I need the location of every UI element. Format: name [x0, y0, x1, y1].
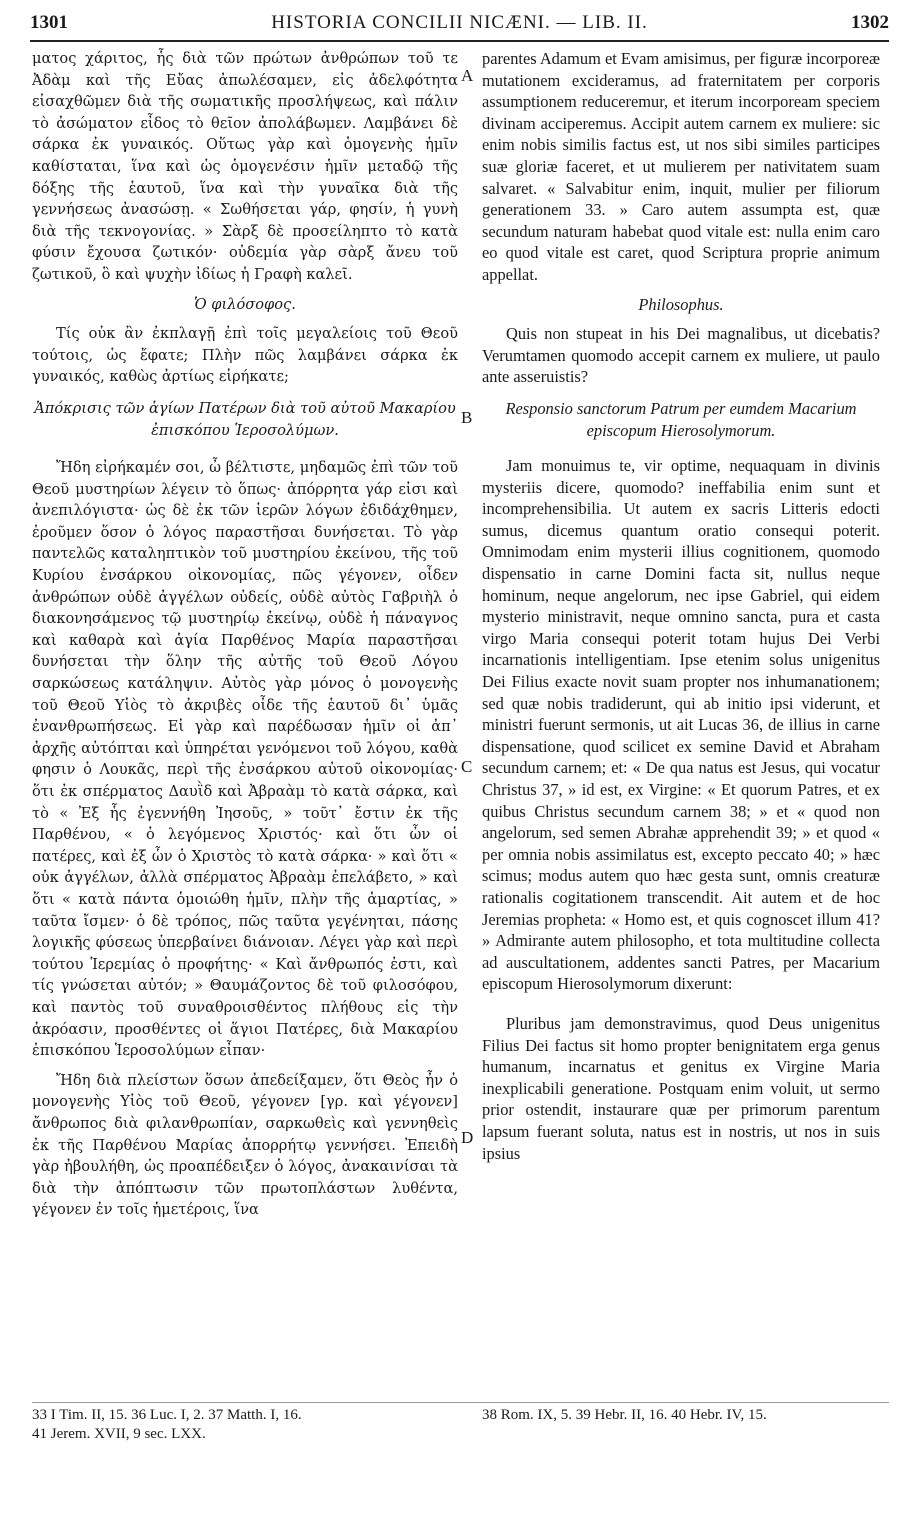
latin-paragraph-1: parentes Adamum et Evam amisimus, per figuræ incorporeæ mutationem excideramus, ad fraternitatem per corporis assumptionem reduceremur, et iterum incorpoream speciem divinam acciperemus. Accipit autem carnem ex muliere: sic enim nobis similis factus est, ut nos sibi similes participes suæ gloriæ faceret, et ut mulierem per nativitatem suam salvaret. « Salvabitur enim, inquit, mulier per filiorum generationem 33. » Caro autem assumpta est, quæ secundum naturam habebat quod vitale est: nulla enim caro eo quod vitale est caret, quod Scriptura proprie animum appellat.: [482, 49, 880, 284]
greek-heading-philosopher: Ὁ φιλόσοφος.: [194, 295, 296, 313]
running-title: HISTORIA CONCILII NICÆNI. — LIB. II.: [271, 12, 648, 33]
latin-paragraph-3: Jam monuimus te, vir optime, nequaquam in divinis mysteriis dicere, quomodo? ineffabilia enim sunt et incomprehensibilia. Ut autem ex sacris Litteris edocti sumus, dicemus quantum oratio consequi poterit. Omnimodam enim mysterii illius cognitionem, quomodo dispensatio in carne Domini facta sit, nullus neque hominum, neque angelorum, nec ipse Gabriel, qui eidem mysterio ministravit, neque omnino sancta, pura et casta virgo Maria consequi poterit totam hujus Dei Verbi incarnationis intelligentiam. Ipse etenim solus unigenitus Dei Filius exacte novit suam propter nos inhumanationem; sed quæ nobis tradiderunt, qui ab initio ipsi viderunt, et ministri fuerunt sermonis, ut ait Lucas 36, de illius in carne dispensatione, quod scilicet ex semine David et Abraham secundum carnem; et: « De qua natus est Jesus, qui vocatur Christus 37, » id est, ex Virgine: « Et quorum Patres, et ex quibus Christus secundum carnem 38; » et « quod non angelorum, sed semen Abrahæ apprehendit 39; » et quod « per omnia nobis assimilatus est, excepto peccato 40; » hæc scimus; modus autem quo hæc gesta sunt, omnis creaturæ rationalis cogitationem transcendit. Ait autem et de hoc Jeremias propheta: « Homo est, et quis cognoscet illum 41? » Admirante autem philosopho, et tota multitudine collecta ad auscultationem, addentes sancti Patres, per Macarium episcopum Hierosolymorum dixerunt:: [482, 456, 880, 994]
greek-column: [32, 48, 458, 1221]
footnotes-right: 38 Rom. IX, 5. 39 Hebr. II, 16. 40 Hebr. IV, 15.: [482, 1407, 767, 1423]
greek-paragraph-3: Ἤδη εἰρήκαμέν σοι, ὦ βέλτιστε, μηδαμῶς ἐπὶ τῶν τοῦ Θεοῦ μυστηρίων λέγειν τὸ ὅπως· ἀπόρρητα γάρ εἰσι καὶ ἀνεπιλόγιστα· ὡς δὲ ἐκ τῶν ἱερῶν λόγων ἐδιδάχθημεν, ἐροῦμεν ὅσον ὁ λόγος παραστῆσαι δυνήσεται. Τὸ γὰρ παντελῶς καταληπτικὸν τοῦ μυστηρίου ἐκείνου, τῆς τοῦ Κυρίου ἐνσάρκου οἰκονομίας, πῶς γέγονεν, οἶδεν ἀνθρώπων οὐδὲ ἀγγέλων οὐδείς, οὐδὲ αὐτὸς Γαβριὴλ ὁ διακονησάμενος τῷ μυστηρίῳ ἐκείνῳ, οὐδὲ ἡ πάναγνος καὶ καθαρὰ καὶ ἁγία Παρθένος Μαρία παραστῆσαι δυνήσεται τὴν ὅλην τῆς αὐτῆς τοῦ Θεοῦ Λόγου σαρκώσεως κατάληψιν. Αὐτὸς γὰρ μόνος ὁ μονογενὴς τοῦ Θεοῦ Υἱὸς τὸ ἀκριβὲς οἶδε τῆς ἑαυτοῦ δι᾽ ὑμᾶς ἐνανθρωπήσεως. Εἰ γὰρ καὶ παρέδωσαν ἡμῖν οἱ ἀπ᾽ ἀρχῆς αὐτόπται καὶ ὑπηρέται γενόμενοι τοῦ λόγου, καθὰ φησιν ὁ Λουκᾶς, περὶ τῆς ἐνσάρκου αὐτοῦ οἰκονομίας· ὅτι ἐκ σπέρματος Δαυῒδ καὶ Ἀβραὰμ τὸ κατὰ σάρκα, καὶ τὸ « Ἐξ ἧς ἐγεννήθη Ἰησοῦς, » τοῦτ᾽ ἔστιν ἐκ τῆς Παρθένου, « ὁ λεγόμενος Χριστός· καὶ ὅτι ὧν οἱ πατέρες, καὶ ἐξ ὧν ὁ Χριστὸς τὸ κατὰ σάρκα· » καὶ ὅτι « οὐκ ἀγγέλων, ἀλλὰ σπέρματος Ἀβραὰμ ἐπελάβετο, » καὶ ὅτι « κατὰ πάντα ὁμοιώθη ἡμῖν, πλὴν τῆς ἁμαρτίας, » ταῦτα ἴσμεν· ὁ δὲ τρόπος, πῶς ταῦτα γεγένηται, πάσης λογικῆς φύσεως ὑπερβαίνει διάνοιαν. Λέγει γὰρ καὶ περὶ τούτου Ἱερεμίας ὁ προφήτης· « Καὶ ἄνθρωπός ἐστι, καὶ τίς γνώσεται αὐτόν; » Θαυμάζοντος δὲ τοῦ φιλοσόφου, καὶ παντὸς τοῦ συναθροισθέντος πλήθους εἰς τὴν ἀκρόασιν, προσθέντες οἱ ἅγιοι Πατέρες, διὰ Μακαρίου ἐπισκόπου Ἱεροσολύμων εἶπαν·: [32, 459, 458, 1060]
latin-column: [482, 48, 880, 1164]
margin-marker-a: A: [461, 66, 474, 85]
greek-heading-response: Ἀπόκρισις τῶν ἁγίων Πατέρων διὰ τοῦ αὐτοῦ Μακαρίου ἐπισκόπου Ἱεροσολύμων.: [34, 399, 456, 439]
margin-marker-c: C: [461, 757, 473, 776]
page-number-right: 1302: [851, 12, 889, 33]
margin-marker-d: D: [461, 1128, 474, 1147]
greek-paragraph-1: ματος χάριτος, ἧς διὰ τῶν πρώτων ἀνθρώπων τοῦ τε Ἀδὰμ καὶ τῆς Εὔας ἀπωλέσαμεν, εἰς ἀδελφότητα εἰσαχθῶμεν διὰ τῆς σωματικῆς προσλήψεως, καὶ πάλιν τὸ ἀσώματον εἶδος τὸ θεῖον ἀπολάβωμεν. Λαμβάνει δὲ σάρκα ἐκ γυναικός. Οὕτως γὰρ καὶ ὁμογενὴς ἡμῖν καθίσταται, ἵνα καὶ ὡς ὁμογενέσιν ἡμῖν μεταδῷ τῆς δόξης τῆς ἑαυτοῦ, ἵνα καὶ τὴν γυναῖκα διὰ τῆς γεννήσεως ἀνασώσῃ. « Σωθήσεται γάρ, φησίν, ἡ γυνὴ διὰ τῆς τεκνογονίας. » Σὰρξ δὲ προσείληπτο τὸ κατὰ φύσιν ἔχουσα ζωτικόν· οὐδεμία γὰρ σὰρξ ἄνευ τοῦ ζωτικοῦ, ὃ καὶ ψυχὴν ἰδίως ἡ Γραφὴ καλεῖ.: [32, 50, 458, 283]
margin-marker-b: B: [461, 408, 473, 427]
footnote-rule: [32, 1402, 889, 1403]
greek-paragraph-2: Τίς οὐκ ἂν ἐκπλαγῇ ἐπὶ τοῖς μεγαλείοις τοῦ Θεοῦ τούτοις, ὡς ἔφατε; Πλὴν πῶς λαμβάνει σάρκα ἐκ γυναικός, καθὼς ἀρτίως εἰρήκατε;: [32, 325, 458, 386]
latin-paragraph-2: Quis non stupeat in his Dei magnalibus, ut dicebatis? Verumtamen quomodo accepit carnem ex muliere, ut paulo ante asseruistis?: [482, 324, 880, 387]
greek-paragraph-4: Ἤδη διὰ πλείστων ὅσων ἀπεδείξαμεν, ὅτι Θεὸς ἦν ὁ μονογενὴς Υἱὸς τοῦ Θεοῦ, γέγονεν [γρ. καὶ γέγονεν] ἄνθρωπος διὰ φιλανθρωπίαν, σαρκωθεὶς καὶ γεννηθεὶς ἐκ τῆς Παρθένου Μαρίας ἀπορρήτῳ γεννήσει. Ἐπειδὴ γὰρ ἠβουλήθη, ὡς προαπέδειξεν ὁ λόγος, ἀνακαινίσαι τὰ διὰ τὴν ἀπόπτωσιν τῶν πρωτοπλάστων λυθέντα, γέγονεν ἐν τοῖς ἡμετέροις, ἵνα: [32, 1071, 458, 1219]
footnotes-left: 33 I Tim. II, 15. 36 Luc. I, 2. 37 Matth. I, 16. 41 Jerem. XVII, 9 sec. LXX.: [32, 1407, 302, 1442]
latin-heading-philosopher: Philosophus.: [638, 294, 724, 314]
latin-heading-response: Responsio sanctorum Patrum per eumdem Macarium episcopum Hierosolymorum.: [505, 398, 857, 440]
running-header: [30, 6, 889, 40]
latin-paragraph-4: Pluribus jam demonstravimus, quod Deus unigenitus Filius Dei factus sit homo propter benignitatem erga genus humanum, incarnatus et genitus ex Virgine Maria inexplicabili generatione. Postquam enim voluit, ut sermo prior ostendit, instaurare quæ per primorum parentum lapsum fuerant soluta, natus est in nostris, ut nos in suis ipsius: [482, 1013, 880, 1163]
header-rule: [30, 40, 889, 42]
page-number-left: 1301: [30, 12, 68, 33]
